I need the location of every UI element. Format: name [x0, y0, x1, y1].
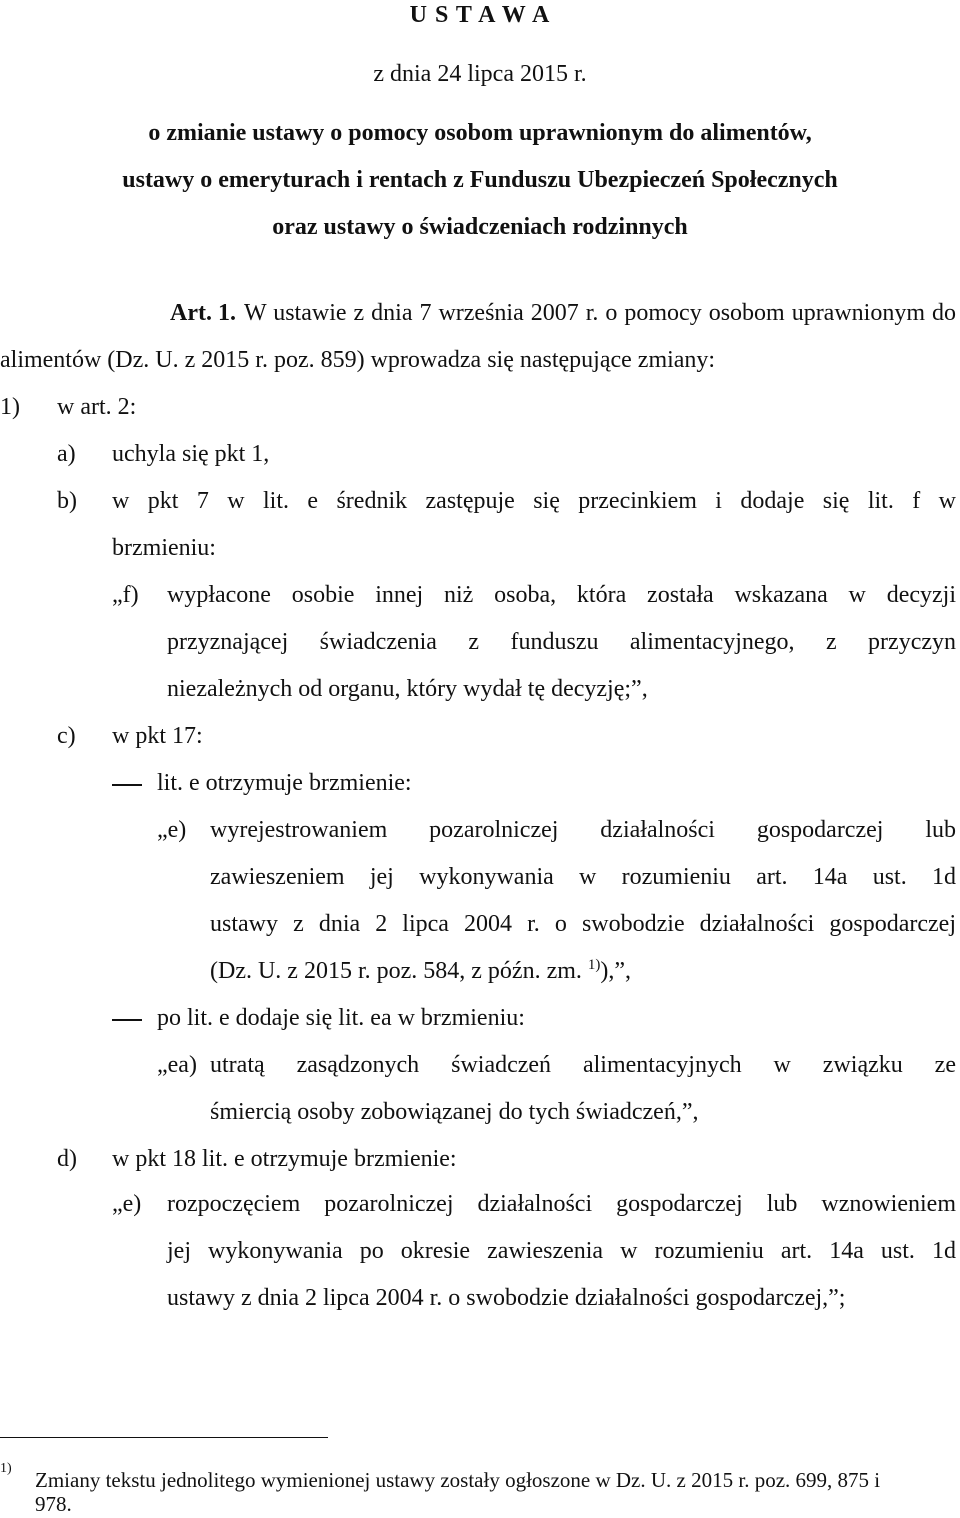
item-d-marker: d) [57, 1146, 77, 1172]
quote-ea-line-2: śmiercią osoby zobowiązanej do tych świadczeń,”, [210, 1099, 699, 1125]
point-1-text: w art. 2: [57, 394, 137, 420]
dash-marker [112, 784, 142, 786]
quote-e2-marker: „e) [112, 1191, 142, 1217]
footnote-reference[interactable]: 1) [587, 957, 601, 973]
article-number: Art. 1. [170, 300, 236, 326]
quote-e1-line-4 [210, 956, 631, 986]
quote-e1-line-3: ustawy z dnia 2 lipca 2004 r. o swobodzie działalności gospodarczej [210, 911, 956, 937]
item-c-dash-1-text: lit. e otrzymuje brzmienie: [157, 770, 412, 796]
quote-ea-line-1: utratą zasądzonych świadczeń alimentacyjnych w związku ze [210, 1052, 956, 1078]
item-b-marker: b) [57, 488, 77, 514]
item-c-marker: c) [57, 723, 76, 749]
quote-e1-line-4-b: ),”, [600, 958, 632, 984]
quote-f-line-3: niezależnych od organu, który wydał tę decyzję;”, [167, 676, 648, 702]
item-a-marker: a) [57, 441, 76, 467]
item-b-line-1: w pkt 7 w lit. e średnik zastępuje się przecinkiem i dodaje się lit. f w [112, 488, 956, 514]
footnote-marker: 1) [0, 1461, 12, 1476]
quote-e1-line-1: wyrejestrowaniem pozarolniczej działalności gospodarczej lub [210, 817, 956, 843]
dash-marker [112, 1019, 142, 1021]
footnote-line-1: Zmiany tekstu jednolitego wymienionej ustawy zostały ogłoszone w Dz. U. z 2015 r. poz. 699, 875 i [35, 1468, 881, 1492]
item-d-text: w pkt 18 lit. e otrzymuje brzmienie: [112, 1146, 457, 1172]
quote-e1-line-4-a: (Dz. U. z 2015 r. poz. 584, z późn. zm. [210, 958, 582, 984]
quote-f-line-2: przyznającej świadczenia z funduszu alimentacyjnego, z przyczyn [167, 629, 956, 655]
quote-e1-line-2: zawieszeniem jej wykonywania w rozumieniu art. 14a ust. 1d [210, 864, 956, 890]
quote-e2-line-3: ustawy z dnia 2 lipca 2004 r. o swobodzie działalności gospodarczej,”; [167, 1285, 846, 1311]
point-1-marker: 1) [0, 394, 20, 420]
document-title: U S T A W A [409, 2, 551, 28]
document-date: z dnia 24 lipca 2015 r. [373, 61, 587, 87]
subject-line-3: oraz ustawy o świadczeniach rodzinnych [272, 214, 688, 240]
quote-e1-marker: „e) [157, 817, 187, 843]
quote-f-marker: „f) [112, 582, 139, 608]
quote-ea-marker: „ea) [157, 1052, 197, 1078]
quote-e2-line-1: rozpoczęciem pozarolniczej działalności gospodarczej lub wznowieniem [167, 1191, 956, 1217]
item-c-dash-2-text: po lit. e dodaje się lit. ea w brzmieniu: [157, 1005, 525, 1031]
quote-f-line-1: wypłacone osobie innej niż osoba, która została wskazana w decyzji [167, 582, 956, 608]
item-a-text: uchyla się pkt 1, [112, 441, 270, 467]
footnote-separator [0, 1437, 328, 1438]
item-c-text: w pkt 17: [112, 723, 203, 749]
footnote-line-2: 978. [35, 1492, 72, 1516]
subject-line-2: ustawy o emeryturach i rentach z Funduszu Ubezpieczeń Społecznych [122, 167, 838, 193]
article-intro-line-2: alimentów (Dz. U. z 2015 r. poz. 859) wprowadza się następujące zmiany: [0, 347, 716, 373]
article-intro-line-1: W ustawie z dnia 7 września 2007 r. o pomocy osobom uprawnionym do [244, 300, 956, 326]
item-b-line-2: brzmieniu: [112, 535, 216, 561]
quote-e2-line-2: jej wykonywania po okresie zawieszenia w rozumieniu art. 14a ust. 1d [167, 1238, 956, 1264]
subject-line-1: o zmianie ustawy o pomocy osobom uprawnionym do alimentów, [148, 120, 812, 146]
